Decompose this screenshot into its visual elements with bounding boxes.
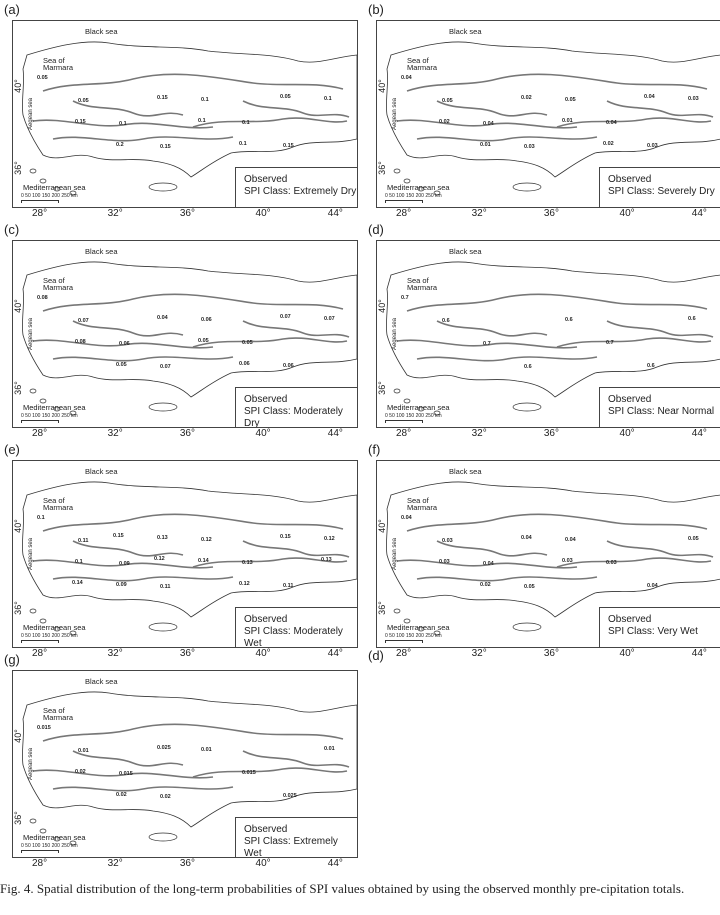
contour-value-label: 0.02 (603, 141, 614, 147)
longitude-label: 44° (691, 648, 707, 659)
panel-d (364, 220, 715, 439)
panel-letter: (d) (368, 222, 384, 237)
contour-value-label: 0.05 (280, 94, 291, 100)
contour-value-label: 0.05 (37, 75, 48, 81)
contour-value-label: 0.1 (75, 559, 83, 565)
contour-value-label: 0.12 (324, 536, 335, 542)
contour-value-label: 0.04 (483, 121, 494, 127)
longitude-label: 44° (691, 428, 707, 439)
contour-value-label: 0.15 (283, 143, 294, 149)
legend-box (599, 167, 720, 207)
mediterranean-label: Mediterranean sea (387, 403, 450, 412)
contour-value-label: 0.13 (157, 535, 168, 541)
latitude-40-label: 40° (376, 79, 387, 93)
contour-value-label: 0.09 (119, 561, 130, 567)
contour-value-label: 0.05 (242, 340, 253, 346)
legend-source: Observed (244, 394, 288, 405)
aegean-label: Aegean sea (392, 97, 399, 131)
map-frame (12, 670, 358, 858)
contour-value-label: 0.05 (524, 584, 535, 590)
contour-value-label: 0.03 (442, 538, 453, 544)
legend-source: Observed (608, 394, 652, 405)
contour-value-label: 0.02 (521, 95, 532, 101)
contour-value-label: 0.02 (116, 792, 127, 798)
longitude-label: 32° (471, 208, 487, 219)
panel-c (0, 220, 350, 439)
marmara-label: Sea of Marmara (43, 56, 74, 72)
longitude-label: 44° (691, 208, 707, 219)
contour-value-label: 0.04 (647, 583, 658, 589)
contour-value-label: 0.15 (75, 119, 86, 125)
scale-bar (21, 193, 78, 203)
latitude-36-label: 36° (12, 811, 23, 825)
contour-value-label: 0.7 (401, 295, 409, 301)
contour-value-label: 0.04 (401, 515, 412, 521)
legend-box (599, 387, 720, 427)
longitude-axis (376, 648, 720, 662)
latitude-36-label: 36° (12, 161, 23, 175)
legend-box (599, 607, 720, 647)
longitude-label: 28° (395, 428, 412, 439)
contour-value-label: 0.04 (606, 120, 617, 126)
longitude-label: 44° (327, 428, 343, 439)
scale-bar-label: 0 50 100 150 200 250 km (21, 843, 78, 849)
latitude-40-label: 40° (12, 299, 23, 313)
scale-bar (385, 413, 442, 423)
contour-value-label: 0.14 (198, 558, 209, 564)
longitude-label: 40° (619, 648, 635, 659)
contour-value-label: 0.08 (37, 295, 48, 301)
aegean-label: Aegean sea (28, 317, 35, 351)
contour-value-label: 0.015 (242, 770, 256, 776)
marmara-label: Sea of Marmara (43, 706, 74, 722)
marmara-label: Sea of Marmara (43, 276, 74, 292)
contour-value-label: 0.05 (565, 97, 576, 103)
panel-letter: (c) (4, 222, 20, 237)
longitude-label: 32° (471, 428, 487, 439)
contour-value-label: 0.03 (439, 559, 450, 565)
contour-value-label: 0.7 (483, 341, 491, 347)
contour-value-label: 0.01 (562, 118, 573, 124)
map-frame (376, 20, 720, 208)
mediterranean-label: Mediterranean sea (23, 403, 86, 412)
contour-value-label: 0.15 (280, 534, 291, 540)
map-frame (12, 20, 358, 208)
contour-value-label: 0.04 (565, 537, 576, 543)
aegean-label: Aegean sea (28, 537, 35, 571)
contour-value-label: 0.14 (72, 580, 83, 586)
contour-value-label: 0.03 (647, 143, 658, 149)
mediterranean-label: Mediterranean sea (23, 183, 86, 192)
scale-bar-label: 0 50 100 150 200 250 km (385, 413, 442, 419)
black-sea-label: Black sea (449, 247, 482, 256)
latitude-40-label: 40° (376, 519, 387, 533)
black-sea-label: Black sea (85, 27, 118, 36)
scale-bar (21, 843, 78, 853)
legend-spi-class: SPI Class: Severely Dry (608, 186, 715, 197)
latitude-40-label: 40° (12, 729, 23, 743)
black-sea-label: Black sea (449, 467, 482, 476)
legend-spi-class: SPI Class: Moderately Wet (244, 626, 343, 648)
panel-letter: (a) (4, 2, 20, 17)
legend-box (235, 817, 357, 857)
contour-value-label: 0.06 (119, 341, 130, 347)
map-frame (12, 460, 358, 648)
latitude-40-label: 40° (12, 79, 23, 93)
marmara-label: Sea of Marmara (407, 496, 438, 512)
contour-value-label: 0.02 (439, 119, 450, 125)
longitude-label: 28° (31, 428, 48, 439)
figure-caption: Fig. 4. Spatial distribution of the long-term probabilities of SPI values obtained by using the observed monthly pre-cipitation totals. (0, 881, 685, 896)
legend-spi-class: SPI Class: Extremely Dry (244, 186, 357, 197)
latitude-36-label: 36° (12, 601, 23, 615)
legend-source: Observed (244, 824, 288, 835)
latitude-36-label: 36° (376, 601, 387, 615)
longitude-label: 40° (619, 428, 635, 439)
longitude-label: 40° (255, 858, 271, 869)
longitude-label: 36° (179, 428, 195, 439)
legend-box (235, 607, 357, 647)
panel-letter: (f) (368, 442, 381, 457)
scale-bar-line (21, 200, 59, 203)
legend-box (235, 167, 357, 207)
longitude-label: 36° (543, 208, 559, 219)
contour-value-label: 0.12 (239, 581, 250, 587)
longitude-label: 40° (255, 648, 271, 659)
scale-bar-label: 0 50 100 150 200 250 km (385, 193, 442, 199)
contour-value-label: 0.13 (242, 560, 253, 566)
mediterranean-label: Mediterranean sea (387, 623, 450, 632)
legend-box (235, 387, 357, 427)
longitude-label: 28° (395, 208, 412, 219)
map-frame (12, 240, 358, 428)
scale-bar-label: 0 50 100 150 200 250 km (21, 633, 78, 639)
contour-value-label: 0.01 (324, 746, 335, 752)
contour-value-label: 0.01 (480, 142, 491, 148)
latitude-40-label: 40° (376, 299, 387, 313)
longitude-label: 40° (255, 428, 271, 439)
contour-value-label: 0.06 (239, 361, 250, 367)
contour-value-label: 0.1 (324, 96, 332, 102)
aegean-label: Aegean sea (392, 537, 399, 571)
legend-spi-class: SPI Class: Very Wet (608, 626, 698, 637)
contour-value-label: 0.08 (75, 339, 86, 345)
aegean-label: Aegean sea (28, 97, 35, 131)
contour-value-label: 0.02 (75, 769, 86, 775)
scale-bar-label: 0 50 100 150 200 250 km (21, 413, 78, 419)
contour-value-label: 0.03 (606, 560, 617, 566)
longitude-label: 36° (179, 858, 195, 869)
scale-bar (21, 413, 78, 423)
longitude-label: 44° (327, 858, 343, 869)
longitude-label: 44° (327, 208, 343, 219)
latitude-36-label: 36° (376, 161, 387, 175)
contour-value-label: 0.6 (442, 318, 450, 324)
longitude-label: 36° (543, 428, 559, 439)
scale-bar-label: 0 50 100 150 200 250 km (21, 193, 78, 199)
longitude-label: 28° (31, 858, 48, 869)
scale-bar-line (385, 420, 423, 423)
legend-source: Observed (244, 614, 288, 625)
longitude-label: 28° (395, 648, 412, 659)
contour-value-label: 0.15 (160, 144, 171, 150)
scale-bar-line (21, 850, 59, 853)
scale-bar (385, 633, 442, 643)
contour-value-label: 0.6 (565, 317, 573, 323)
contour-value-label: 0.04 (644, 94, 655, 100)
contour-value-label: 0.03 (688, 96, 699, 102)
longitude-label: 36° (543, 648, 559, 659)
contour-value-label: 0.09 (116, 582, 127, 588)
panel-letter: (e) (4, 442, 20, 457)
contour-value-label: 0.12 (201, 537, 212, 543)
contour-value-label: 0.02 (480, 582, 491, 588)
longitude-label: 32° (107, 208, 123, 219)
contour-value-label: 0.025 (283, 793, 297, 799)
contour-value-label: 0.1 (37, 515, 45, 521)
map-frame (376, 240, 720, 428)
contour-value-label: 0.07 (160, 364, 171, 370)
black-sea-label: Black sea (85, 247, 118, 256)
contour-value-label: 0.1 (198, 118, 206, 124)
contour-value-label: 0.015 (119, 771, 133, 777)
contour-value-label: 0.06 (201, 317, 212, 323)
legend-spi-class: SPI Class: Extremely Wet (244, 836, 338, 858)
contour-value-label: 0.11 (160, 584, 171, 590)
stray-panel-letter: (d) (368, 648, 384, 663)
longitude-label: 28° (31, 208, 48, 219)
black-sea-label: Black sea (85, 467, 118, 476)
longitude-label: 40° (619, 208, 635, 219)
contour-value-label: 0.04 (401, 75, 412, 81)
contour-value-label: 0.12 (154, 556, 165, 562)
panel-b (364, 0, 715, 219)
scale-bar-line (21, 420, 59, 423)
contour-value-label: 0.07 (78, 318, 89, 324)
longitude-label: 36° (179, 208, 195, 219)
mediterranean-label: Mediterranean sea (23, 623, 86, 632)
scale-bar (21, 633, 78, 643)
longitude-label: 36° (179, 648, 195, 659)
contour-value-label: 0.1 (119, 121, 127, 127)
contour-value-label: 0.05 (442, 98, 453, 104)
contour-value-label: 0.1 (242, 120, 250, 126)
panel-e (0, 440, 350, 659)
contour-value-label: 0.2 (116, 142, 124, 148)
latitude-40-label: 40° (12, 519, 23, 533)
marmara-label: Sea of Marmara (407, 56, 438, 72)
contour-value-label: 0.6 (647, 363, 655, 369)
contour-value-label: 0.11 (78, 538, 89, 544)
longitude-label: 32° (107, 648, 123, 659)
scale-bar-label: 0 50 100 150 200 250 km (385, 633, 442, 639)
marmara-label: Sea of Marmara (43, 496, 74, 512)
contour-value-label: 0.03 (524, 144, 535, 150)
legend-source: Observed (608, 614, 652, 625)
map-frame (376, 460, 720, 648)
aegean-label: Aegean sea (28, 747, 35, 781)
mediterranean-label: Mediterranean sea (387, 183, 450, 192)
contour-value-label: 0.03 (562, 558, 573, 564)
contour-value-label: 0.025 (157, 745, 171, 751)
contour-value-label: 0.015 (37, 725, 51, 731)
contour-value-label: 0.05 (198, 338, 209, 344)
legend-source: Observed (244, 174, 288, 185)
contour-value-label: 0.11 (283, 583, 294, 589)
contour-value-label: 0.6 (688, 316, 696, 322)
longitude-axis (12, 858, 356, 872)
longitude-label: 40° (255, 208, 271, 219)
black-sea-label: Black sea (449, 27, 482, 36)
panel-letter: (g) (4, 652, 20, 667)
contour-value-label: 0.05 (688, 536, 699, 542)
contour-value-label: 0.06 (283, 363, 294, 369)
contour-value-label: 0.6 (524, 364, 532, 370)
contour-value-label: 0.05 (78, 98, 89, 104)
contour-value-label: 0.04 (483, 561, 494, 567)
latitude-36-label: 36° (12, 381, 23, 395)
contour-value-label: 0.7 (606, 340, 614, 346)
aegean-label: Aegean sea (392, 317, 399, 351)
scale-bar-line (385, 640, 423, 643)
contour-value-label: 0.04 (521, 535, 532, 541)
legend-source: Observed (608, 174, 652, 185)
legend-spi-class: SPI Class: Moderately Dry (244, 406, 343, 428)
contour-value-label: 0.04 (157, 315, 168, 321)
panel-a (0, 0, 357, 219)
contour-value-label: 0.1 (239, 141, 247, 147)
contour-value-label: 0.13 (321, 557, 332, 563)
longitude-label: 44° (327, 648, 343, 659)
contour-value-label: 0.15 (113, 533, 124, 539)
scale-bar-line (21, 640, 59, 643)
marmara-label: Sea of Marmara (407, 276, 438, 292)
legend-spi-class: SPI Class: Near Normal (608, 406, 715, 417)
scale-bar-line (385, 200, 423, 203)
panel-letter: (b) (368, 2, 384, 17)
longitude-label: 32° (471, 648, 487, 659)
scale-bar (385, 193, 442, 203)
contour-value-label: 0.02 (160, 794, 171, 800)
contour-value-label: 0.07 (324, 316, 335, 322)
contour-value-label: 0.07 (280, 314, 291, 320)
mediterranean-label: Mediterranean sea (23, 833, 86, 842)
black-sea-label: Black sea (85, 677, 118, 686)
contour-value-label: 0.01 (201, 747, 212, 753)
longitude-label: 28° (31, 648, 48, 659)
panel-g (0, 650, 350, 869)
panel-f (364, 440, 714, 659)
contour-value-label: 0.1 (201, 97, 209, 103)
latitude-36-label: 36° (376, 381, 387, 395)
contour-value-label: 0.05 (116, 362, 127, 368)
longitude-label: 32° (107, 858, 123, 869)
contour-value-label: 0.15 (157, 95, 168, 101)
longitude-label: 32° (107, 428, 123, 439)
contour-value-label: 0.01 (78, 748, 89, 754)
